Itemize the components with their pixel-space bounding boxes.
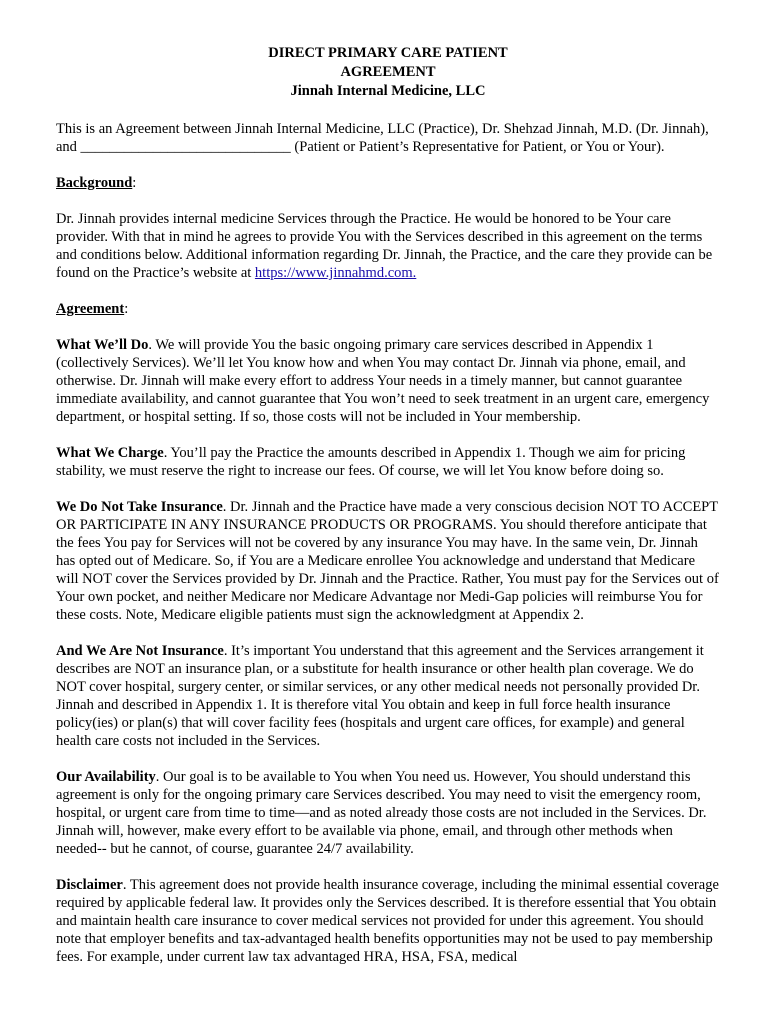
- section-text: . This agreement does not provide health insurance coverage, including the minimal essential coverage required by applicable federal law. It provides only the Services described. It is therefore essential that You obtain and maintain health care insurance to cover medical services not provided for under this agreement. You should note that employer benefits and tax-advantaged health benefits opportunities may not be used to pay membership fees. For example, under current law tax advantaged HRA, HSA, FSA, medical: [56, 877, 719, 965]
- section-availability: [56, 768, 720, 858]
- agreement-heading-text: Agreement: [56, 301, 125, 317]
- intro-paragraph: This is an Agreement between Jinnah Internal Medicine, LLC (Practice), Dr. Shehzad Jinnah, M.D. (Dr. Jinnah), and _____________________________ (Patient or Patient’s Representative for Patient, or You or Your).: [56, 121, 709, 155]
- section-title: Disclaimer: [56, 877, 123, 893]
- section-not-insurance: [56, 642, 720, 750]
- practice-website-link[interactable]: https://www.jinnahmd.com.: [254, 265, 417, 281]
- section-title: And We Are Not Insurance: [56, 643, 224, 659]
- section-text: . It’s important You understand that this agreement and the Services arrangement it describes are NOT an insurance plan, or a substitute for health insurance or other health plan coverage. We do NOT cover hospital, surgery center, or similar services, or any other medical needs not personally provided Dr. Jinnah and described in Appendix 1. It is therefore vital You obtain and keep in full force health insurance policy(ies) or plan(s) that will cover facility fees (hospitals and urgent care offices, for example) and general health care costs not included in the Services.: [56, 643, 704, 749]
- section-disclaimer: [56, 876, 720, 966]
- title-line-2: AGREEMENT: [340, 64, 436, 80]
- agreement-heading: [56, 300, 720, 318]
- background-heading-colon: :: [132, 175, 137, 191]
- section-title: What We Charge: [56, 445, 164, 461]
- section-text: . Our goal is to be available to You when You need us. However, You should understand this agreement is only for the ongoing primary care Services described. You may need to visit the emergency room, hospital, or urgent care from time to time—and as noted already those costs are not included in the Services. Dr. Jinnah will, however, make every effort to be available via phone, email, and through other methods when needed-- but he cannot, of course, guarantee 24/7 availability.: [56, 769, 707, 857]
- section-title: We Do Not Take Insurance: [56, 499, 223, 515]
- title-line-3: Jinnah Internal Medicine, LLC: [290, 83, 486, 99]
- agreement-heading-colon: :: [124, 301, 129, 317]
- background-heading: [56, 174, 720, 192]
- section-what-well-do: [56, 336, 720, 426]
- section-title: Our Availability: [56, 769, 156, 785]
- section-what-we-charge: [56, 444, 720, 480]
- section-title: What We’ll Do: [56, 337, 149, 353]
- background-paragraph: [56, 210, 720, 282]
- section-text: . You’ll pay the Practice the amounts described in Appendix 1. Though we aim for pricing stability, we must reserve the right to increase our fees. Of course, we will let You know before doing so.: [56, 445, 686, 479]
- section-text: . We will provide You the basic ongoing primary care services described in Appendix 1 (collectively Services). We’ll let You know how and when You may contact Dr. Jinnah via phone, email, and otherwise. Dr. Jinnah will make every effort to address Your needs in a timely manner, but cannot guarantee immediate availability, and cannot guarantee that You won’t need to seek treatment in an urgent care, emergency department, or hospital setting. If so, those costs will not be included in Your membership.: [56, 337, 710, 425]
- background-text: Dr. Jinnah provides internal medicine Services through the Practice. He would be honored to be Your care provider. With that in mind he agrees to provide You with the Services described in this agreement on the terms and conditions below. Additional information regarding Dr. Jinnah, the Practice, and the care they provide can be found on the Practice’s website at: [56, 211, 713, 281]
- title-line-1: DIRECT PRIMARY CARE PATIENT: [268, 45, 508, 61]
- section-text: . Dr. Jinnah and the Practice have made a very conscious decision NOT TO ACCEPT OR PARTICIPATE IN ANY INSURANCE PRODUCTS OR PROGRAMS. You should therefore anticipate that the fees You pay for Services will not be covered by any insurance You may have. In the same vein, Dr. Jinnah has opted out of Medicare. So, if You are a Medicare enrollee You acknowledge and understand that Medicare will NOT cover the Services provided by Dr. Jinnah and the Practice. Rather, You must pay for the Services out of Your own pocket, and neither Medicare nor Medicare Advantage nor Medi-Gap policies will reimburse You for these costs. Note, Medicare eligible patients must sign the acknowledgment at Appendix 2.: [56, 499, 719, 623]
- background-heading-text: Background: [56, 175, 133, 191]
- document-title: [56, 44, 720, 101]
- section-no-insurance: [56, 498, 720, 624]
